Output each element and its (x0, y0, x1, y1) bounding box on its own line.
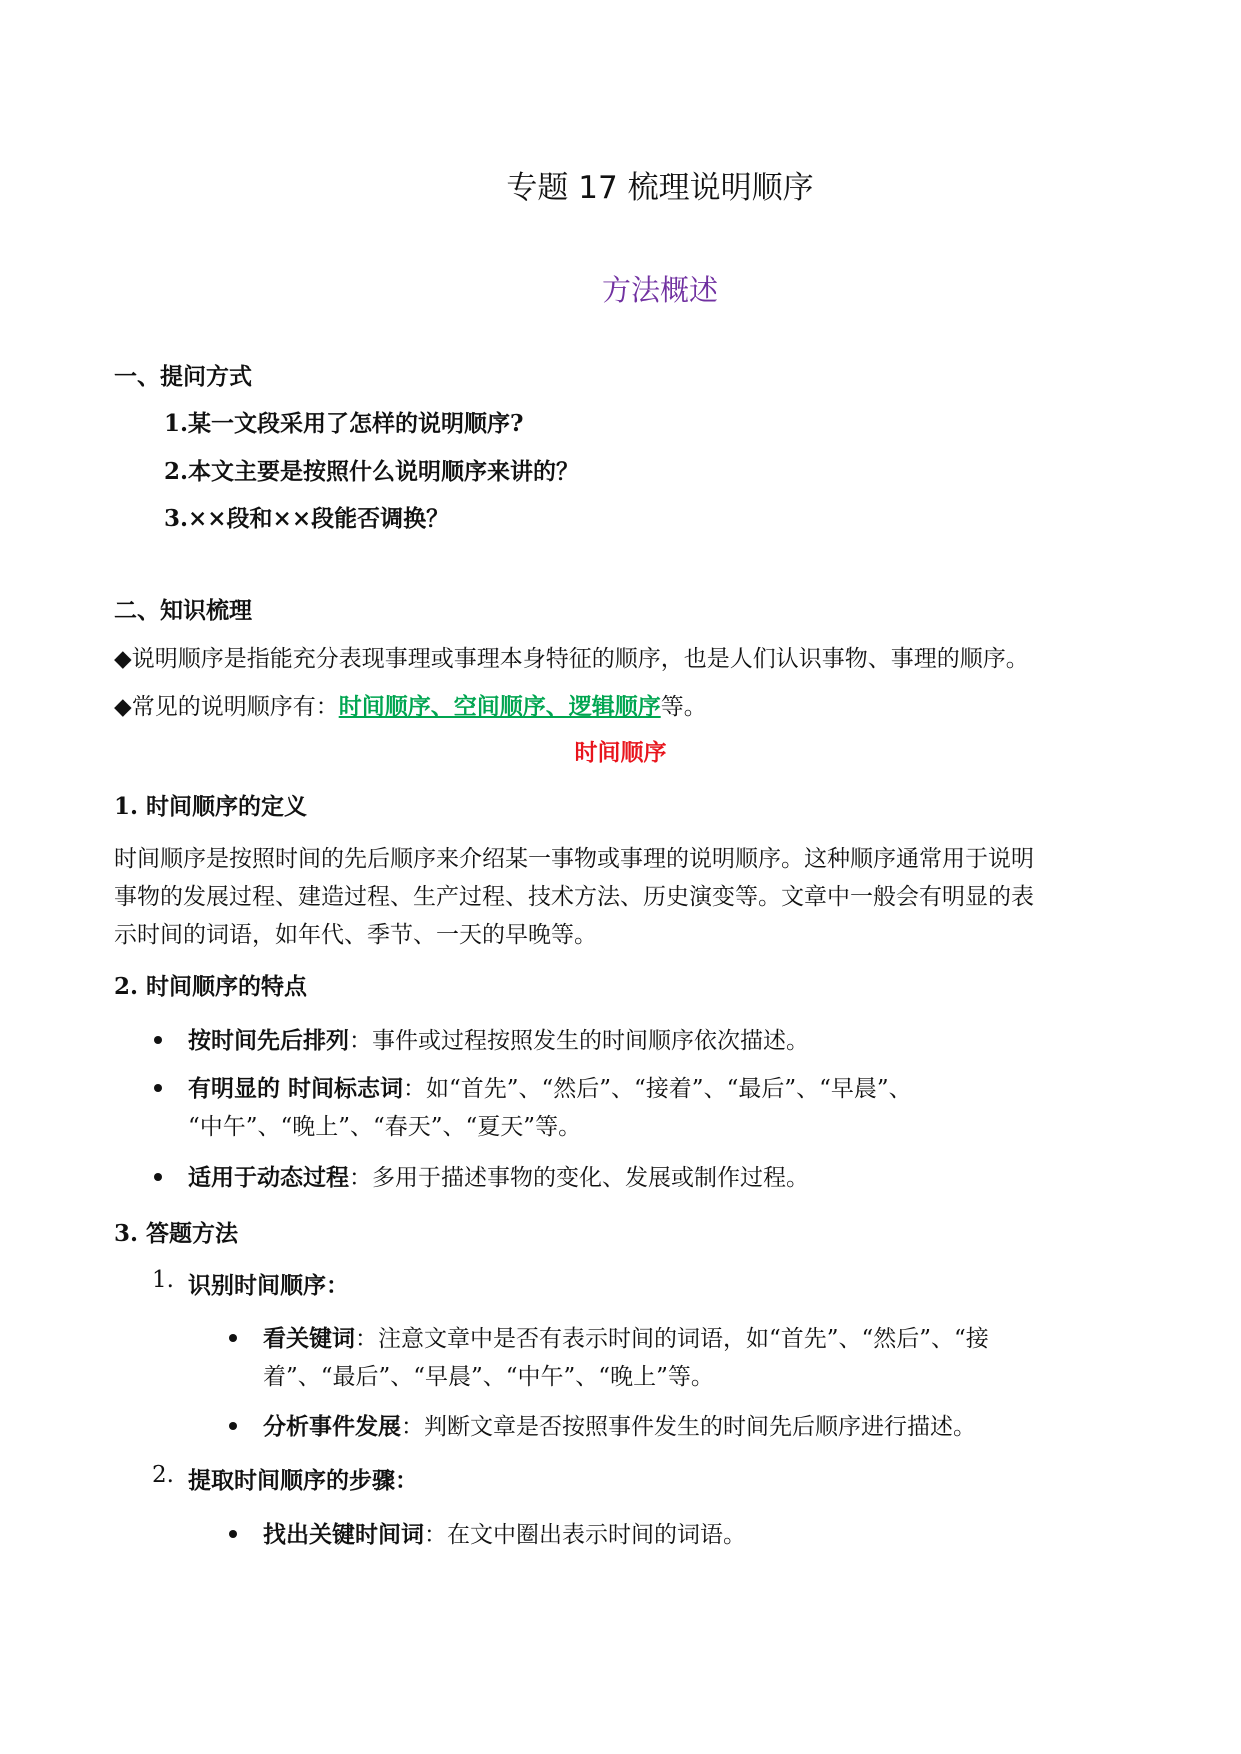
bullet-icon (154, 1084, 162, 1092)
order-types-highlight: 时间顺序、空间顺序、逻辑顺序 (338, 693, 661, 720)
section-subtitle: 方法概述 (601, 273, 718, 307)
time-order-heading: 时间顺序 (574, 739, 667, 766)
bullet-icon (154, 1173, 162, 1181)
step-label: 识别时间顺序： (188, 1272, 349, 1299)
definition-line: 时间顺序是按照时间的先后顺序来介绍某一事物或事理的说明顺序。这种顺序通常用于说明 (114, 846, 1034, 872)
question-item: 2.本文主要是按照什么说明顺序来讲的？ (164, 458, 580, 485)
feature-item: 适用于动态过程：多用于描述事物的变化、发展或制作过程。 (188, 1164, 809, 1191)
section2-heading: 二、知识梳理 (114, 597, 252, 624)
page-title: 专题 17 梳理说明顺序 (506, 170, 814, 206)
definition-line: 示时间的词语，如年代、季节、一天的早晚等。 (114, 922, 597, 948)
step-label: 提取时间顺序的步骤： (188, 1467, 418, 1494)
step-point: 找出关键时间词：在文中圈出表示时间的词语。 (263, 1521, 746, 1548)
bullet-icon (229, 1422, 237, 1430)
knowledge-line: ◆常见的说明顺序有：时间顺序、空间顺序、逻辑顺序等。 (114, 693, 707, 720)
knowledge-line: ◆说明顺序是指能充分表现事理或事理本身特征的顺序，也是人们认识事物、事理的顺序。 (114, 646, 1029, 672)
step-point-continued: 着”、“最后”、“早晨”、“中午”、“晚上”等。 (263, 1364, 714, 1390)
method-heading: 3. 答题方法 (114, 1220, 239, 1247)
step-point: 看关键词：注意文章中是否有表示时间的词语，如“首先”、“然后”、“接 (263, 1325, 989, 1352)
bullet-icon (154, 1036, 162, 1044)
bullet-icon (229, 1530, 237, 1538)
feature-item: 按时间先后排列：事件或过程按照发生的时间顺序依次描述。 (188, 1027, 809, 1054)
step-point: 分析事件发展：判断文章是否按照事件发生的时间先后顺序进行描述。 (263, 1413, 976, 1440)
step-number: 1. (152, 1267, 174, 1293)
diamond-icon: ◆ (114, 646, 132, 672)
question-item: 3.××段和××段能否调换？ (164, 505, 450, 532)
section1-heading: 一、提问方式 (114, 363, 252, 390)
feature-item-continued: “中午”、“晚上”、“春天”、“夏天”等。 (188, 1114, 582, 1140)
features-heading: 2. 时间顺序的特点 (114, 973, 308, 1000)
definition-line: 事物的发展过程、建造过程、生产过程、技术方法、历史演变等。文章中一般会有明显的表 (114, 884, 1034, 910)
definition-heading: 1. 时间顺序的定义 (114, 793, 308, 820)
bullet-icon (229, 1334, 237, 1342)
feature-item: 有明显的 时间标志词：如“首先”、“然后”、“接着”、“最后”、“早晨”、 (188, 1075, 912, 1102)
question-item: 1.某一文段采用了怎样的说明顺序? (164, 410, 524, 437)
diamond-icon: ◆ (114, 694, 132, 720)
step-number: 2. (152, 1462, 174, 1488)
